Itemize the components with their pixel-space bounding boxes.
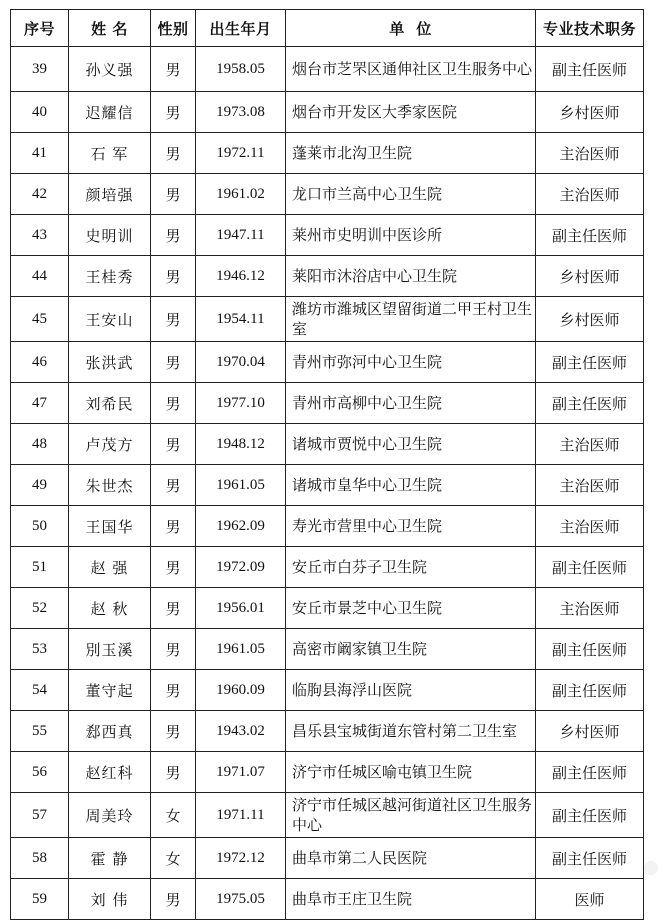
cell-birth: 1960.09 — [196, 670, 286, 711]
cell-title: 主治医师 — [536, 424, 644, 465]
cell-unit: 曲阜市王庄卫生院 — [286, 879, 536, 920]
cell-unit: 烟台市开发区大季家医院 — [286, 92, 536, 133]
table-row — [11, 629, 644, 670]
cell-title: 主治医师 — [536, 588, 644, 629]
table-row — [11, 256, 644, 297]
cell-birth: 1971.07 — [196, 752, 286, 793]
cell-title: 副主任医师 — [536, 629, 644, 670]
table-row — [11, 588, 644, 629]
cell-gender: 男 — [151, 92, 196, 133]
cell-title: 副主任医师 — [536, 342, 644, 383]
cell-name: 史明训 — [69, 215, 151, 256]
cell-title: 乡村医师 — [536, 256, 644, 297]
table-row — [11, 838, 644, 879]
header-row — [11, 10, 644, 47]
cell-gender: 男 — [151, 133, 196, 174]
cell-title: 副主任医师 — [536, 793, 644, 838]
cell-unit: 龙口市兰高中心卫生院 — [286, 174, 536, 215]
table-row — [11, 793, 644, 838]
cell-birth: 1943.02 — [196, 711, 286, 752]
table-row — [11, 670, 644, 711]
cell-unit: 潍坊市潍城区望留街道二甲王村卫生室 — [286, 297, 536, 342]
cell-name: 张洪武 — [69, 342, 151, 383]
cell-gender: 女 — [151, 838, 196, 879]
cell-birth: 1961.02 — [196, 174, 286, 215]
cell-unit: 莱州市史明训中医诊所 — [286, 215, 536, 256]
cell-name: 颜培强 — [69, 174, 151, 215]
cell-name: 赵 秋 — [69, 588, 151, 629]
cell-unit: 诸城市皇华中心卫生院 — [286, 465, 536, 506]
cell-birth: 1975.05 — [196, 879, 286, 920]
cell-name: 刘希民 — [69, 383, 151, 424]
cell-seq: 39 — [11, 47, 69, 92]
table-row — [11, 547, 644, 588]
cell-title: 乡村医师 — [536, 711, 644, 752]
cell-name: 卢茂方 — [69, 424, 151, 465]
table-row — [11, 383, 644, 424]
cell-gender: 男 — [151, 424, 196, 465]
table-row — [11, 879, 644, 920]
cell-unit: 蓬莱市北沟卫生院 — [286, 133, 536, 174]
cell-name: 郄西真 — [69, 711, 151, 752]
cell-title: 副主任医师 — [536, 383, 644, 424]
table-row — [11, 424, 644, 465]
cell-title: 主治医师 — [536, 133, 644, 174]
cell-seq: 52 — [11, 588, 69, 629]
cell-unit: 青州市高柳中心卫生院 — [286, 383, 536, 424]
cell-seq: 46 — [11, 342, 69, 383]
cell-title: 医师 — [536, 879, 644, 920]
cell-seq: 50 — [11, 506, 69, 547]
cell-name: 別玉溪 — [69, 629, 151, 670]
cell-title: 副主任医师 — [536, 215, 644, 256]
cell-gender: 女 — [151, 793, 196, 838]
cell-birth: 1973.08 — [196, 92, 286, 133]
cell-seq: 42 — [11, 174, 69, 215]
cell-title: 副主任医师 — [536, 547, 644, 588]
cell-birth: 1946.12 — [196, 256, 286, 297]
cell-name: 朱世杰 — [69, 465, 151, 506]
cell-unit: 昌乐县宝城街道东管村第二卫生室 — [286, 711, 536, 752]
cell-gender: 男 — [151, 711, 196, 752]
cell-gender: 男 — [151, 629, 196, 670]
cell-birth: 1948.12 — [196, 424, 286, 465]
table-row — [11, 215, 644, 256]
cell-gender: 男 — [151, 752, 196, 793]
cell-unit: 济宁市任城区喻屯镇卫生院 — [286, 752, 536, 793]
cell-gender: 男 — [151, 215, 196, 256]
cell-gender: 男 — [151, 547, 196, 588]
table-row — [11, 342, 644, 383]
cell-title: 副主任医师 — [536, 752, 644, 793]
cell-birth: 1970.04 — [196, 342, 286, 383]
header-unit: 单 位 — [286, 10, 536, 47]
cell-gender: 男 — [151, 297, 196, 342]
cell-birth: 1947.11 — [196, 215, 286, 256]
cell-unit: 烟台市芝罘区通伸社区卫生服务中心 — [286, 47, 536, 92]
cell-name: 迟耀信 — [69, 92, 151, 133]
table-header — [11, 10, 644, 47]
cell-name: 孙义强 — [69, 47, 151, 92]
cell-birth: 1954.11 — [196, 297, 286, 342]
cell-birth: 1962.09 — [196, 506, 286, 547]
cell-title: 乡村医师 — [536, 297, 644, 342]
table-row — [11, 297, 644, 342]
cell-seq: 40 — [11, 92, 69, 133]
cell-title: 主治医师 — [536, 465, 644, 506]
cell-unit: 诸城市贾悦中心卫生院 — [286, 424, 536, 465]
cell-name: 霍 静 — [69, 838, 151, 879]
header-seq: 序号 — [11, 10, 69, 47]
cell-seq: 48 — [11, 424, 69, 465]
cell-gender: 男 — [151, 879, 196, 920]
cell-unit: 青州市弥河中心卫生院 — [286, 342, 536, 383]
cell-name: 石 军 — [69, 133, 151, 174]
cell-title: 主治医师 — [536, 174, 644, 215]
cell-unit: 寿光市营里中心卫生院 — [286, 506, 536, 547]
cell-title: 副主任医师 — [536, 47, 644, 92]
cell-birth: 1972.12 — [196, 838, 286, 879]
cell-birth: 1972.11 — [196, 133, 286, 174]
cell-gender: 男 — [151, 588, 196, 629]
table-row — [11, 752, 644, 793]
cell-unit: 济宁市任城区越河街道社区卫生服务中心 — [286, 793, 536, 838]
cell-birth: 1971.11 — [196, 793, 286, 838]
cell-seq: 41 — [11, 133, 69, 174]
cell-name: 王桂秀 — [69, 256, 151, 297]
cell-name: 赵红科 — [69, 752, 151, 793]
cell-seq: 49 — [11, 465, 69, 506]
table-row — [11, 711, 644, 752]
cell-seq: 45 — [11, 297, 69, 342]
cell-gender: 男 — [151, 465, 196, 506]
cell-name: 董守起 — [69, 670, 151, 711]
cell-birth: 1961.05 — [196, 629, 286, 670]
cell-seq: 44 — [11, 256, 69, 297]
cell-seq: 55 — [11, 711, 69, 752]
cell-seq: 57 — [11, 793, 69, 838]
cell-seq: 58 — [11, 838, 69, 879]
cell-name: 王安山 — [69, 297, 151, 342]
header-title: 专业技术职务 — [536, 10, 644, 47]
cell-name: 赵 强 — [69, 547, 151, 588]
cell-unit: 高密市阚家镇卫生院 — [286, 629, 536, 670]
cell-name: 周美玲 — [69, 793, 151, 838]
cell-birth: 1961.05 — [196, 465, 286, 506]
cell-unit: 莱阳市沐浴店中心卫生院 — [286, 256, 536, 297]
table-row — [11, 506, 644, 547]
header-gender: 性别 — [151, 10, 196, 47]
cell-gender: 男 — [151, 383, 196, 424]
cell-seq: 59 — [11, 879, 69, 920]
cell-birth: 1977.10 — [196, 383, 286, 424]
cell-name: 王国华 — [69, 506, 151, 547]
table-row — [11, 92, 644, 133]
table-row — [11, 465, 644, 506]
cell-gender: 男 — [151, 670, 196, 711]
cell-unit: 曲阜市第二人民医院 — [286, 838, 536, 879]
table-body — [11, 47, 644, 920]
cell-unit: 临朐县海浮山医院 — [286, 670, 536, 711]
cell-seq: 54 — [11, 670, 69, 711]
header-birth: 出生年月 — [196, 10, 286, 47]
cell-seq: 53 — [11, 629, 69, 670]
cell-seq: 56 — [11, 752, 69, 793]
table-row — [11, 174, 644, 215]
cell-gender: 男 — [151, 342, 196, 383]
cell-name: 刘 伟 — [69, 879, 151, 920]
table-row — [11, 47, 644, 92]
cell-title: 副主任医师 — [536, 670, 644, 711]
cell-gender: 男 — [151, 174, 196, 215]
personnel-table — [10, 9, 644, 920]
cell-gender: 男 — [151, 256, 196, 297]
header-name: 姓 名 — [69, 10, 151, 47]
cell-seq: 43 — [11, 215, 69, 256]
cell-gender: 男 — [151, 47, 196, 92]
cell-seq: 51 — [11, 547, 69, 588]
cell-title: 乡村医师 — [536, 92, 644, 133]
watermark-mark — [644, 861, 658, 875]
cell-unit: 安丘市景芝中心卫生院 — [286, 588, 536, 629]
cell-gender: 男 — [151, 506, 196, 547]
table-row — [11, 133, 644, 174]
cell-birth: 1958.05 — [196, 47, 286, 92]
cell-seq: 47 — [11, 383, 69, 424]
cell-title: 主治医师 — [536, 506, 644, 547]
cell-title: 副主任医师 — [536, 838, 644, 879]
cell-unit: 安丘市白芬子卫生院 — [286, 547, 536, 588]
cell-birth: 1956.01 — [196, 588, 286, 629]
cell-birth: 1972.09 — [196, 547, 286, 588]
